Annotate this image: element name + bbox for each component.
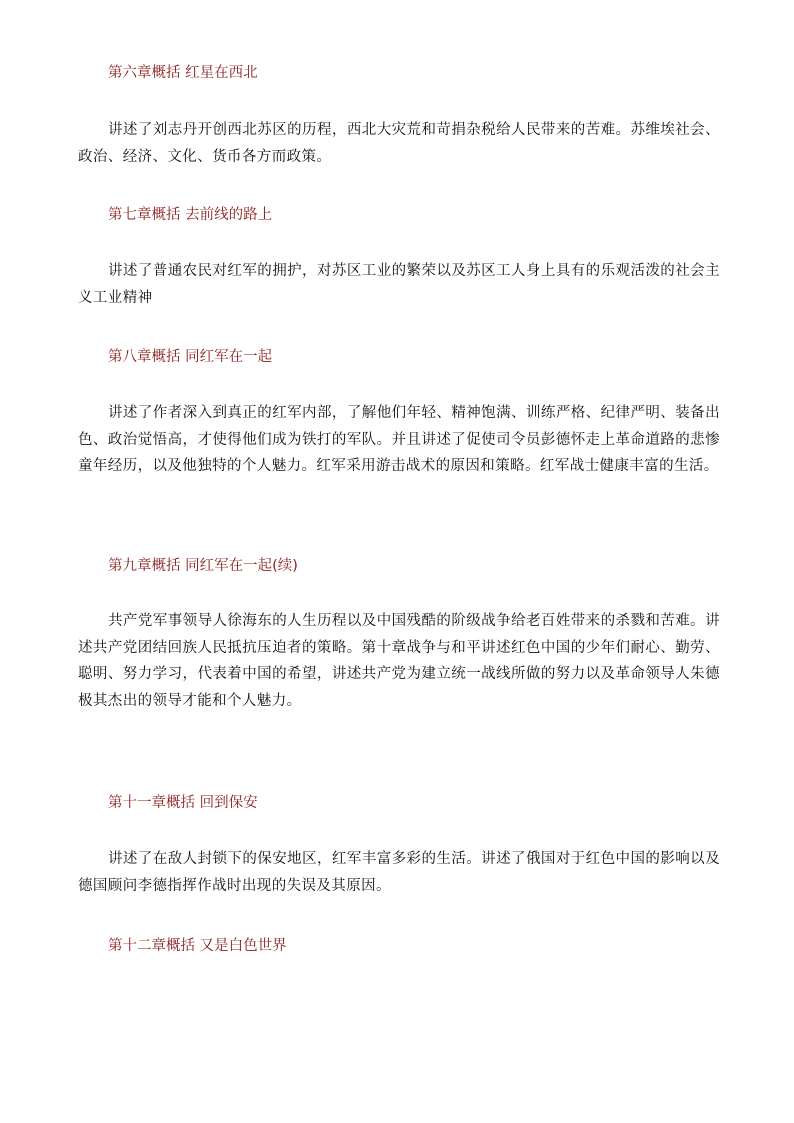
chapter-7-summary: 讲述了普通农民对红军的拥护，对苏区工业的繁荣以及苏区工人身上具有的乐观活泼的社会主义工业精神: [78, 263, 720, 306]
chapter-12-heading: 第十二章概括 又是白色世界: [108, 938, 287, 954]
chapter-6-summary: 讲述了刘志丹开创西北苏区的历程，西北大灾荒和苛捐杂税给人民带来的苦难。苏维埃社会、政治、经济、文化、货币各方而政策。: [78, 122, 720, 165]
chapter-11-heading: 第十一章概括 回到保安: [108, 795, 258, 811]
chapter-9-summary: 共产党军事领导人徐海东的人生历程以及中国残酷的阶级战争给老百姓带来的杀戮和苦难。讲述共产党团结回族人民抵抗压迫者的策略。第十章战争与和平讲述红色中国的少年们耐心、勤劳、聪明、努力学习，代表着中国的希望，讲述共产党为建立统一战线所做的努力以及革命领导人朱德极其杰出的领导才能和个人魅力。: [78, 613, 720, 709]
chapter-8-summary: 讲述了作者深入到真正的红军内部，了解他们年轻、精神饱满、训练严格、纪律严明、装备出色、政治觉悟高，才使得他们成为铁打的军队。并且讲述了促使司令员彭德怀走上革命道路的悲惨童年经历，以及他独特的个人魅力。红军采用游击战术的原因和策略。红军战士健康丰富的生活。: [78, 405, 720, 474]
chapter-7-heading: 第七章概括 去前线的路上: [108, 207, 273, 223]
chapter-6-heading: 第六章概括 红星在西北: [108, 65, 258, 81]
chapter-11-summary: 讲述了在敌人封锁下的保安地区，红军丰富多彩的生活。讲述了俄国对于红色中国的影响以及德国顾问李德指挥作战时出现的失误及其原因。: [78, 851, 720, 894]
chapter-8-heading: 第八章概括 同红军在一起: [108, 349, 273, 365]
chapter-9-heading: 第九章概括 同红军在一起(续): [108, 558, 298, 574]
